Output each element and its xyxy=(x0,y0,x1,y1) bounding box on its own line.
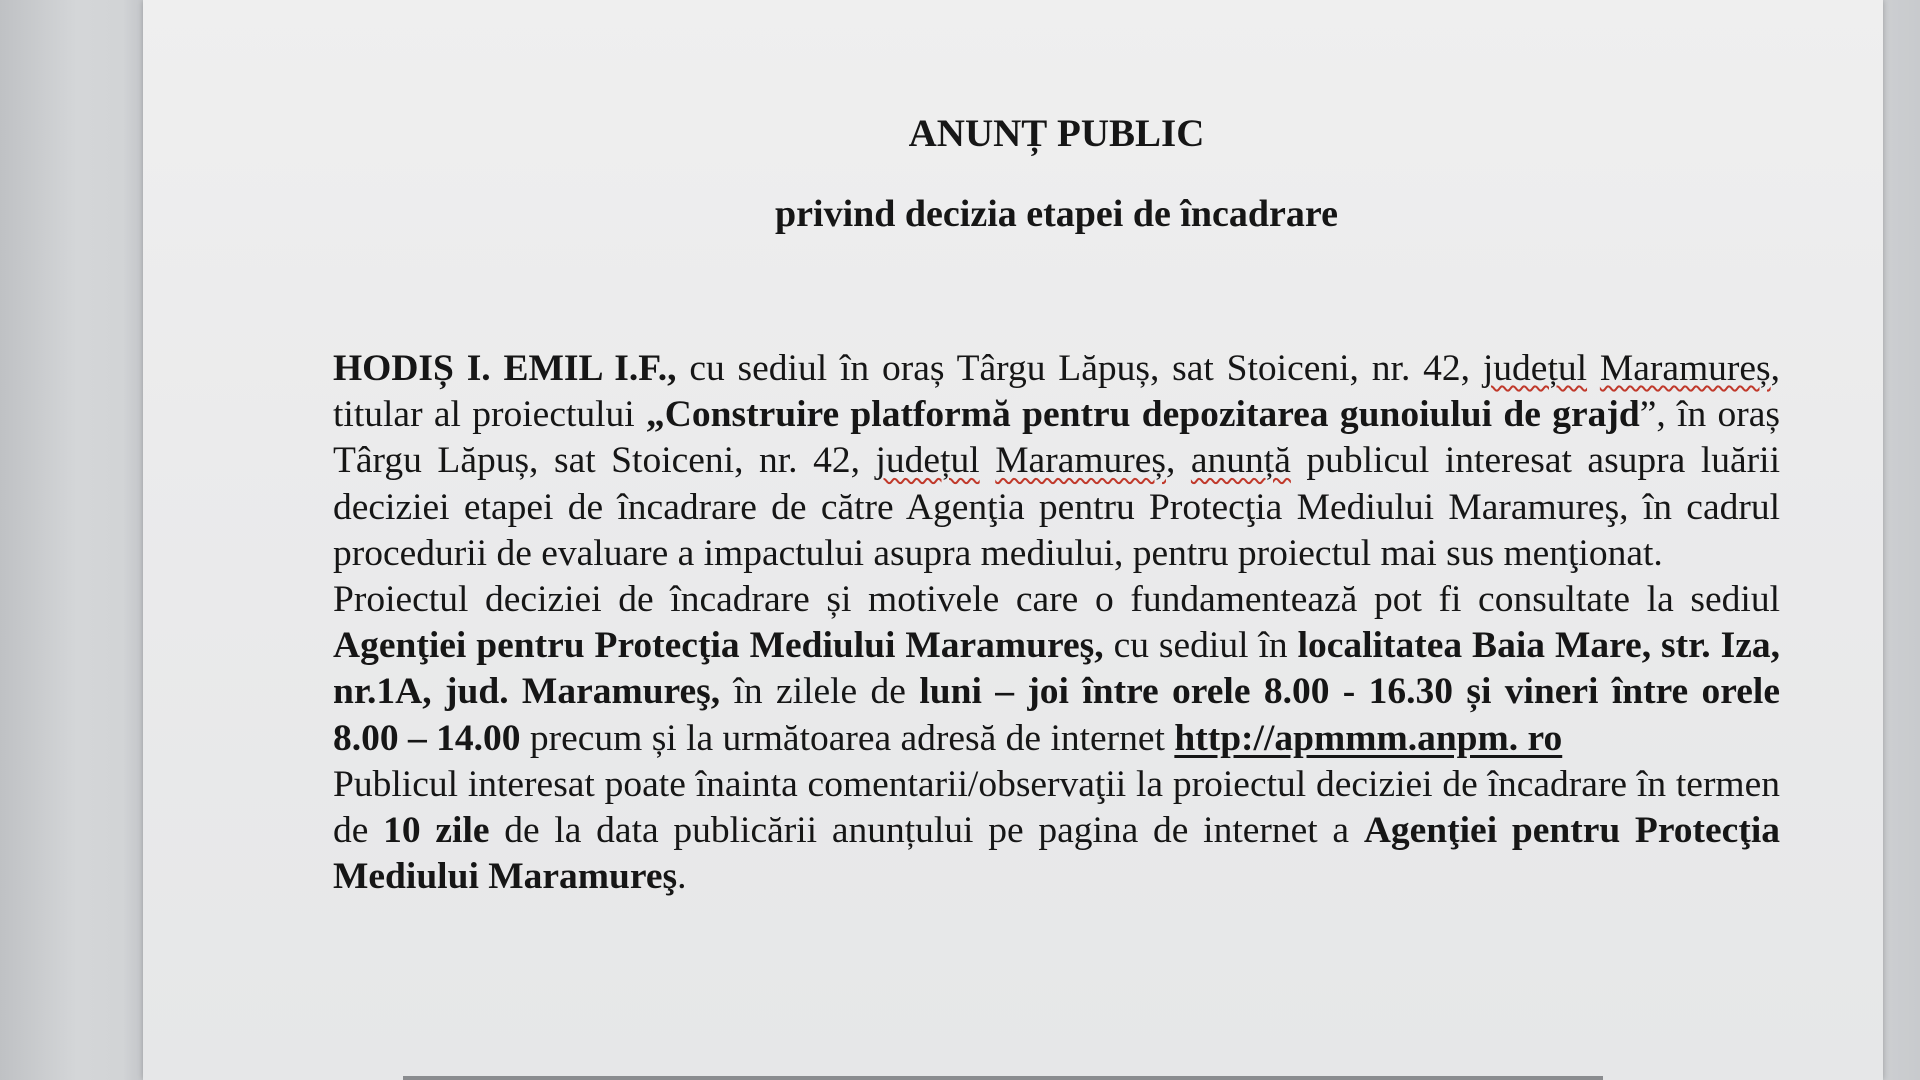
text-segment: cu sediul în xyxy=(1103,625,1298,667)
text-segment xyxy=(980,440,996,481)
paragraph-consultation xyxy=(333,577,1780,762)
text-segment: , xyxy=(1165,440,1191,482)
agency-name: Agenţiei pentru Protecţia Mediului Maramureş, xyxy=(333,625,1104,667)
website-link[interactable]: http://apmmm.anpm. ro xyxy=(1174,717,1563,759)
spellcheck-word: județul xyxy=(875,440,980,482)
agency-address: localitatea Baia Mare, str. Iza, nr.1A, jud. Maramureş, xyxy=(333,625,1781,713)
text-segment: Publicul interesat poate înainta comentarii/observaţii la proiectul deciziei de încadrare în termen de xyxy=(333,763,1780,852)
paragraph-comments xyxy=(333,762,1780,901)
office-hours: luni – joi între orele 8.00 - 16.30 și vineri între orele 8.00 – 14.00 xyxy=(333,671,1780,759)
text-segment: ”, în oraș Târgu Lăpuș, sat Stoiceni, nr. 42, xyxy=(333,394,1780,482)
page-bottom-edge xyxy=(403,1076,1603,1080)
spellcheck-word: Maramureș xyxy=(995,440,1166,482)
document-subtitle: privind decizia etapei de încadrare xyxy=(775,193,1338,235)
text-segment: , titular al proiectului xyxy=(333,348,1781,436)
document-title: ANUNȚ PUBLIC xyxy=(908,112,1205,155)
spellcheck-word: anunță xyxy=(1190,440,1291,482)
agency-name: Agenţiei pentru Protecţia Mediului Maramureş xyxy=(333,810,1780,898)
document-page[interactable] xyxy=(143,0,1883,1080)
text-segment xyxy=(1587,348,1600,389)
document-body xyxy=(333,346,1780,900)
text-segment: Proiectul deciziei de încadrare și motivele care o fundamentează pot fi consultate la sediul xyxy=(333,579,1780,621)
document-content xyxy=(333,108,1780,900)
text-segment: cu sediul în oraș Târgu Lăpuș, sat Stoiceni, nr. 42, xyxy=(676,348,1483,389)
text-segment: precum și la următoarea adresă de internet xyxy=(520,717,1175,759)
text-segment: de la data publicării anunțului pe pagina de internet a xyxy=(489,810,1364,852)
spellcheck-word: județul xyxy=(1482,348,1588,389)
company-name: HODIȘ I. EMIL I.F., xyxy=(333,348,677,389)
deadline: 10 zile xyxy=(383,810,490,852)
spellcheck-word: Maramureș xyxy=(1599,348,1771,389)
text-segment: publicul interesat asupra luării deciziei etapei de încadrare de către Agenţia pentru Protecţia Mediului Maramureş, în cadrul procedurii de evaluare a impactului asupra mediului, pentru proiectul mai sus menţionat. xyxy=(333,440,1780,574)
project-name: „Construire platformă pentru depozitarea gunoiului de grajd xyxy=(646,394,1640,436)
text-segment: în zilele de xyxy=(720,671,920,713)
paragraph-announcement xyxy=(333,346,1780,577)
text-segment: . xyxy=(677,856,687,898)
